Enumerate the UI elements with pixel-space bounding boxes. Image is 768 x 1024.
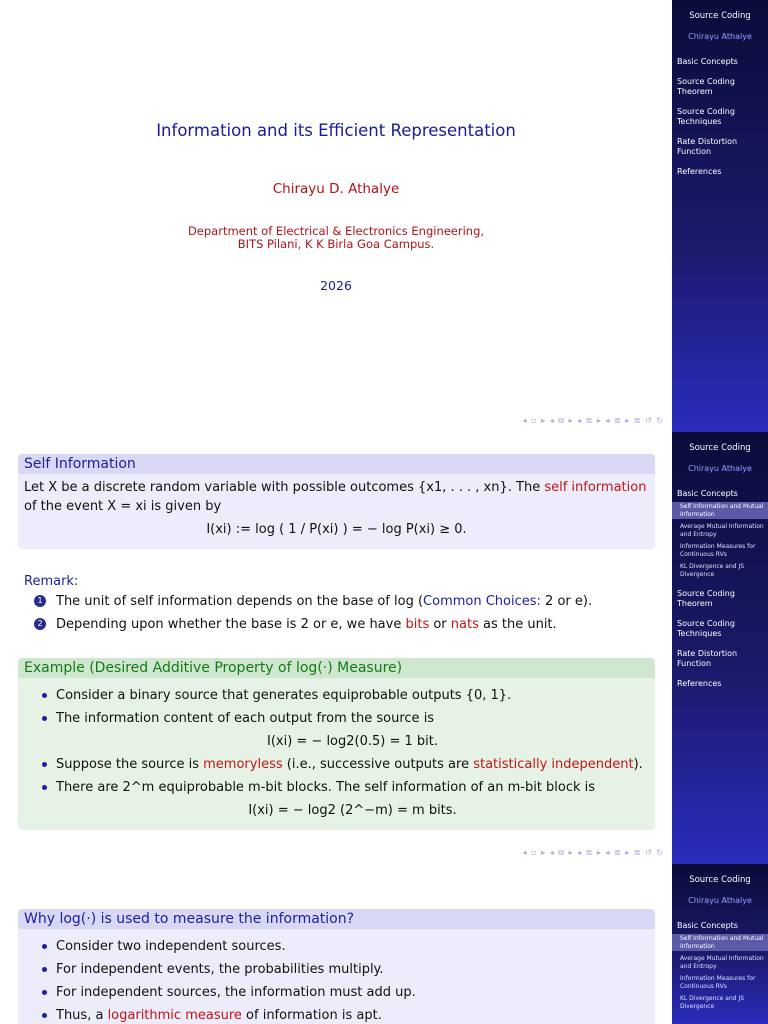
sidebar-subitem-kl-divergence[interactable]: KL Divergence and JS Divergence: [680, 995, 745, 1010]
remark-item-2: [34, 615, 650, 634]
example-body: [18, 678, 655, 830]
sidebar-item-references[interactable]: References: [677, 679, 722, 688]
example-item-3-c: ).: [633, 757, 643, 772]
self-information-block: [18, 454, 655, 549]
sidebar-subitem-average-mutual-info[interactable]: Average Mutual Information and Entropy: [680, 955, 764, 970]
why-log-item-1: Consider two independent sources.: [42, 937, 649, 956]
definition-part-2: of the event X = xi is given by: [24, 499, 222, 514]
example-block: [18, 658, 655, 830]
sidebar-item-source-coding-theorem[interactable]: Source Coding Theorem: [677, 589, 735, 608]
remark-list: [10, 588, 650, 638]
remark-2-text: Depending upon whether the base is 2 or e, we have: [56, 617, 406, 632]
statistically-independent-term: statistically independent: [473, 757, 634, 772]
why-log-block: [18, 909, 655, 1024]
sidebar-item-source-coding-techniques[interactable]: Source Coding Techniques: [677, 619, 735, 638]
example-title: Example (Desired Additive Property of log(·) Measure): [18, 658, 655, 678]
block-body: [18, 474, 655, 549]
definition-part-1: Let X be a discrete random variable with possible outcomes {x1, . . . , xn}. The: [24, 480, 545, 495]
sidebar-subitem-continuous-rvs[interactable]: Information Measures for Continuous RVs: [680, 543, 756, 558]
example-item-4-text: There are 2^m equiprobable m-bit blocks. The self information of an m-bit block is: [56, 780, 596, 795]
institute-line-2: BITS Pilani, K K Birla Goa Campus.: [237, 237, 435, 251]
presentation-author: Chirayu D. Athalye: [272, 181, 400, 197]
why-log-item-4-b: of information is apt.: [241, 1008, 382, 1023]
example-equation-1: I(xi) = − log2(0.5) = 1 bit.: [266, 734, 439, 749]
block-title: Self Information: [18, 454, 655, 474]
example-item-4: [42, 778, 649, 820]
sidebar-subitem-self-information[interactable]: Self Information and Mutual Information: [672, 934, 768, 951]
example-item-2-text: The information content of each output from the source is: [56, 711, 435, 726]
sidebar-subitem-kl-divergence[interactable]: KL Divergence and JS Divergence: [680, 563, 745, 578]
remark-item-1: [34, 592, 650, 611]
why-log-title: Why log(·) is used to measure the information?: [18, 909, 655, 929]
title-slide: [0, 0, 768, 432]
why-log-item-4: [42, 1006, 649, 1024]
sidebar-subitem-self-information[interactable]: Self Information and Mutual Information: [672, 502, 768, 519]
sidebar-subitem-continuous-rvs[interactable]: Information Measures for Continuous RVs: [680, 975, 756, 990]
sidebar: [672, 864, 768, 1024]
why-log-slide: [0, 864, 768, 1024]
number-badge: 1: [34, 595, 46, 607]
why-log-item-4-a: Thus, a: [56, 1008, 108, 1023]
self-information-equation: I(xi) := log ( 1 / P(xi) ) = − log P(xi) ≥ 0.: [206, 522, 467, 537]
memoryless-term: memoryless: [203, 757, 283, 772]
sidebar-item-references[interactable]: References: [677, 167, 722, 176]
example-item-3-b: (i.e., successive outputs are: [282, 757, 474, 772]
example-item-1: Consider a binary source that generates equiprobable outputs {0, 1}.: [42, 686, 649, 705]
sidebar-nav: [672, 489, 768, 689]
sidebar-author: Chirayu Athalye: [688, 896, 752, 905]
sidebar-nav: [672, 57, 768, 177]
example-item-3: [42, 755, 649, 774]
sidebar-item-source-coding-techniques[interactable]: Source Coding Techniques: [677, 107, 735, 126]
sidebar-item-rate-distortion[interactable]: Rate Distortion Function: [677, 137, 738, 156]
sidebar-item-basic-concepts[interactable]: Basic Concepts: [677, 57, 738, 66]
sidebar-subitem-average-mutual-info[interactable]: Average Mutual Information and Entropy: [680, 523, 764, 538]
nats-term: nats: [450, 617, 479, 632]
remark-1-end: 2 or e).: [540, 594, 593, 609]
why-log-item-3: For independent sources, the information must add up.: [42, 983, 649, 1002]
why-log-body: [18, 929, 655, 1024]
presentation-date: 2026: [320, 278, 352, 293]
example-item-3-a: Suppose the source is: [56, 757, 204, 772]
sidebar-item-source-coding-theorem[interactable]: Source Coding Theorem: [677, 77, 735, 96]
sidebar-nav: [672, 921, 768, 1011]
common-choices-term: Common Choices:: [423, 594, 541, 609]
presentation-title: Information and its Efficient Representation: [156, 121, 516, 140]
sidebar: [672, 432, 768, 864]
sidebar-title: Source Coding: [689, 11, 751, 21]
remark-2-or: or: [429, 617, 451, 632]
self-information-slide: [0, 432, 768, 864]
sidebar-title: Source Coding: [689, 443, 751, 453]
why-log-list: [42, 937, 649, 1024]
example-list: [42, 686, 649, 820]
institute: [0, 225, 672, 251]
sidebar-item-basic-concepts[interactable]: Basic Concepts: [677, 921, 738, 930]
why-log-item-2: For independent events, the probabilities multiply.: [42, 960, 649, 979]
example-item-2: [42, 709, 649, 751]
example-equation-2: I(xi) = − log2 (2^−m) = m bits.: [248, 803, 457, 818]
beamer-navigation-symbols[interactable]: ◂ ▫ ▸ ◂ ⧉ ▸ ◂ ≣ ▸ ◂ ≣ ▸ ≣ ↺ ↻: [522, 848, 664, 857]
bits-term: bits: [405, 617, 430, 632]
sidebar-title: Source Coding: [689, 875, 751, 885]
beamer-navigation-symbols[interactable]: ◂ ▫ ▸ ◂ ⧉ ▸ ◂ ≣ ▸ ◂ ≣ ▸ ≣ ↺ ↻: [522, 416, 664, 425]
number-badge: 2: [34, 618, 46, 630]
sidebar-item-rate-distortion[interactable]: Rate Distortion Function: [677, 649, 738, 668]
definition-text: [24, 478, 649, 516]
sidebar-author: Chirayu Athalye: [688, 32, 752, 41]
sidebar-item-basic-concepts[interactable]: Basic Concepts: [677, 489, 738, 498]
remark-1-text: The unit of self information depends on the base of log (: [56, 594, 424, 609]
logarithmic-measure-term: logarithmic measure: [107, 1008, 242, 1023]
sidebar: [672, 0, 768, 432]
sidebar-author: Chirayu Athalye: [688, 464, 752, 473]
institute-line-1: Department of Electrical & Electronics Engineering,: [187, 224, 485, 238]
remark-label: Remark:: [24, 574, 79, 589]
self-information-term: self information: [544, 480, 647, 495]
remark-2-end: as the unit.: [478, 617, 557, 632]
